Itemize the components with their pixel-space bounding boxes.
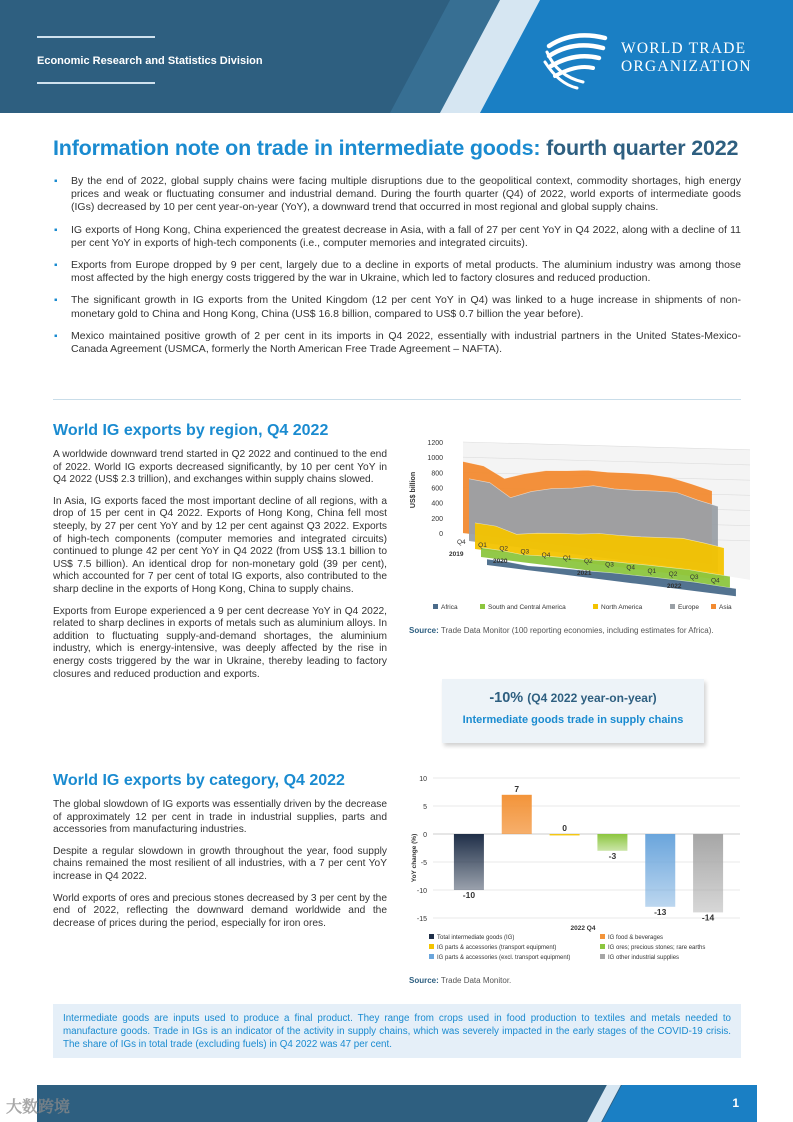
legend-label: North America (601, 604, 643, 611)
x-tick-label: Q2 (668, 571, 678, 578)
x-tick-label: Q4 (626, 564, 636, 572)
section-heading-category: World IG exports by category, Q4 2022 (53, 772, 345, 789)
division-name: Economic Research and Statistics Division (37, 55, 263, 67)
x-tick-label: Q1 (647, 567, 657, 575)
page-number: 1 (732, 1096, 739, 1110)
key-point: ▪ The significant growth in IG exports from the United Kingdom (12 per cent YoY in Q4) was linked to a huge increase in shipments of non-monetary gold to China and Hong Kong, China (US$ 16.8 billion, compared to US$ 0.7 billion the year before). (53, 294, 741, 320)
page-header (0, 0, 793, 113)
legend-label: Africa (441, 604, 458, 611)
header-rule (37, 36, 155, 38)
legend-label: IG other industrial supplies (608, 955, 680, 961)
legend-swatch (429, 944, 434, 949)
bar (454, 834, 484, 890)
y-tick-label: 200 (431, 515, 443, 523)
header-rule (37, 82, 155, 84)
organization-name-line1: WORLD TRADE (621, 40, 747, 57)
definition-note: Intermediate goods are inputs used to produce a final product. They range from crops used in food production to textiles and metals needed to manufacture goods. Trade in IGs is an indicator of the activity in supply chains, which was severely impacted in the early stages of the COVID-19 crisis. The share of IGs in total trade (excluding fuels) in Q4 2022 was 47 per cent. (53, 1004, 741, 1058)
x-tick-label: Q4 (457, 539, 466, 546)
x-year-label: 2022 (667, 583, 682, 590)
legend-swatch (670, 604, 675, 609)
legend-label: Europe (678, 604, 699, 611)
x-year-label: 2021 (577, 570, 592, 577)
y-tick-label: 1200 (427, 440, 443, 447)
section-category-text (53, 799, 387, 939)
paragraph: World exports of ores and precious stones decreased by 3 per cent by the end of 2022, reflecting the downward demand worldwide and the decrease of prices during the period, especially for iron ores. (53, 892, 387, 929)
section-region-text (53, 449, 387, 690)
paragraph: A worldwide downward trend started in Q2 2022 and continued to the end of 2022. World IG exports decreased significantly, by 10 per cent YoY in Q4 2022 (US$ 2.3 trillion), and exchanges within supply chains slowed. (53, 449, 387, 486)
watermark: 大数跨境 (6, 1099, 71, 1116)
paragraph: Exports from Europe experienced a 9 per cent decrease YoY in Q4 2022, related to sharp declines in exports of metals such as aluminium alloys. In addition to fluctuating supply-and-demand shortages, the aluminium industry, which is energy-intensive, was deeply affected by the rise in energy costs triggered by the war in Ukraine, thereby leading to factory closures and reduced production and exports. (53, 605, 387, 680)
bar-data-label: -13 (654, 906, 667, 917)
legend-swatch (711, 604, 716, 609)
organization-name (621, 40, 752, 76)
x-tick-label: Q4 (541, 551, 551, 559)
bar-chart-source (409, 976, 511, 985)
paragraph: In Asia, IG exports faced the most important decline of all regions, with a drop of 15 per cent in Q4 2022. Exports of Hong Kong, China fell most steeply, by 27 per cent YoY and by 12 per cent against Q3 2022. Exports of high-tech components (computer memories and integrated circuits) continued to plunge 42 per cent YoY in Q4 2022 (from US$ 13.1 billion to US$ 7.5 billion). An identical drop for non-monetary gold (39 per cent), which accounted for 7 per cent of total IG exports, also contributed to the sharp decline in the exports of Hong Kong, China to supply chains. (53, 495, 387, 595)
legend-label: IG parts & accessories (transport equipment) (437, 945, 557, 951)
paragraph: The global slowdown of IG exports was essentially driven by the decrease of approximately 12 per cent in trade in industrial supplies, parts and accessories from manufacturing industries. (53, 799, 387, 836)
x-tick-label: Q3 (520, 548, 530, 556)
organization-name-line2: ORGANIZATION (621, 58, 752, 75)
key-point: ▪ By the end of 2022, global supply chains were facing multiple disruptions due to the geopolitical context, commodity shortages, high energy prices and weak or fluctuating consumer and industrial demand. During the fourth quarter (Q4) of 2022, world exports of intermediate goods (IGs) decreased by 10 per cent year-on-year (YoY), a downward trend that occurred in most regional and global supply chains. (53, 175, 741, 215)
source-label: Source: (409, 626, 439, 635)
source-text: Trade Data Monitor (100 reporting economies, including estimates for Africa). (440, 626, 714, 635)
source-text: Trade Data Monitor. (440, 976, 512, 985)
legend-label: South and Central America (488, 604, 566, 611)
y-tick-label: -5 (420, 860, 427, 867)
section-heading-region: World IG exports by region, Q4 2022 (53, 422, 329, 439)
bar (693, 834, 723, 912)
area-chart-source (409, 626, 714, 635)
x-tick-label: Q2 (499, 545, 509, 553)
y-tick-label: 0 (423, 832, 427, 839)
key-figure-callout (442, 679, 704, 743)
y-tick-label: 0 (439, 531, 443, 538)
page-title-accent: fourth quarter 2022 (546, 136, 739, 160)
legend-label: Asia (719, 604, 732, 611)
y-tick-label: 1000 (427, 455, 443, 463)
y-tick-label: 800 (431, 470, 443, 478)
section-divider (53, 399, 741, 400)
callout-subtitle: Intermediate goods trade in supply chains (462, 714, 684, 726)
bar-data-label: 0 (562, 823, 567, 833)
x-year-label: 2019 (449, 551, 464, 558)
bar-data-label: -3 (608, 850, 617, 861)
x-tick-label: Q1 (478, 542, 487, 550)
legend-swatch (600, 954, 605, 959)
legend-label: IG parts & accessories (excl. transport equipment) (437, 955, 571, 961)
legend-swatch (600, 934, 605, 939)
legend-label: IG ores; precious stones; rare earths (608, 945, 706, 951)
bar-data-label: -14 (701, 912, 715, 923)
key-point: ▪ IG exports of Hong Kong, China experienced the greatest decrease in Asia, with a fall of 27 per cent YoY in Q4 2022, along with a decline of 11 per cent YoY in exports of high-tech components (i.e., computer memories and integrated circuits). (53, 224, 741, 250)
legend-label: Total intermediate goods (IG) (437, 935, 515, 941)
callout-period: (Q4 2022 year-on-year) (527, 691, 657, 705)
page-title (53, 136, 738, 161)
y-tick-label: 400 (431, 500, 443, 508)
y-tick-label: 10 (419, 776, 427, 783)
callout-value (442, 690, 704, 706)
bar (502, 795, 532, 834)
key-point: ▪ Exports from Europe dropped by 9 per cent, largely due to a decline in exports of metal products. The aluminium industry was among those most affected by the high energy costs triggered by the war in Ukraine, which led to factory closures and reduced production. (53, 259, 741, 285)
wto-logo-icon (543, 26, 611, 90)
bar-data-label: -10 (462, 890, 476, 900)
bar-data-label: 7 (514, 783, 520, 794)
bar (550, 834, 580, 836)
key-point: ▪ Mexico maintained positive growth of 2 per cent in its imports in Q4 2022, essentially with industrial partners in the United States-Mexico-Canada Agreement (USMCA, formerly the North American Free Trade Agreement – NAFTA). (53, 330, 741, 356)
x-tick-label: Q2 (584, 558, 593, 566)
page-title-main: Information note on trade in intermediate goods: (53, 136, 541, 160)
y-tick-label: 600 (431, 485, 443, 493)
legend-swatch (480, 604, 485, 609)
source-label: Source: (409, 976, 439, 985)
y-tick-label: -15 (416, 916, 427, 923)
x-axis-label: 2022 Q4 (570, 925, 596, 932)
bar (597, 834, 627, 851)
x-tick-label: Q1 (562, 555, 572, 562)
x-tick-label: Q3 (605, 561, 614, 569)
legend-label: IG food & beverages (608, 935, 664, 941)
region-area-chart (405, 430, 750, 620)
key-points-list (53, 175, 741, 365)
y-tick-label: -10 (416, 888, 427, 895)
bar (645, 834, 675, 907)
x-year-label: 2020 (493, 558, 508, 565)
legend-swatch (593, 604, 598, 609)
legend-swatch (429, 954, 434, 959)
y-tick-label: 5 (423, 804, 427, 811)
category-bar-chart (405, 770, 750, 970)
x-tick-label: Q4 (711, 577, 720, 585)
page-footer (37, 1085, 757, 1122)
paragraph: Despite a regular slowdown in growth throughout the year, food supply chains remained the most resilient of all industries, with a 7 per cent YoY increase in Q4 2022. (53, 845, 387, 882)
legend-swatch (429, 934, 434, 939)
callout-percent: -10% (489, 690, 524, 706)
legend-swatch (600, 944, 605, 949)
legend-swatch (433, 604, 438, 609)
y-axis-label: US$ billion (410, 471, 417, 509)
x-tick-label: Q3 (689, 574, 699, 582)
y-axis-label: YoY change (%) (411, 833, 418, 883)
